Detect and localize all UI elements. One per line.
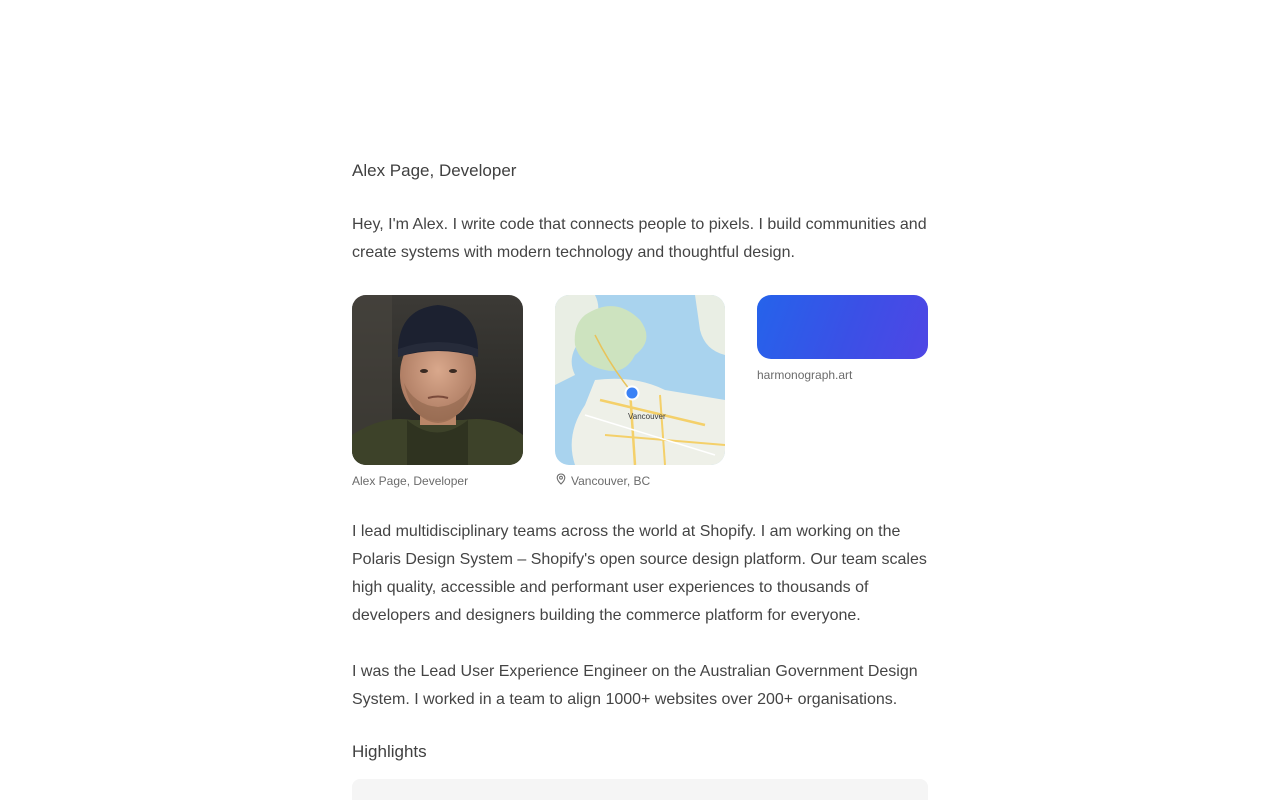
photo-caption: Alex Page, Developer [352,474,469,488]
cards-row [352,295,928,495]
bio-paragraph: I lead multidisciplinary teams across the world at Shopify. I am working on the Polaris Design System – Shopify's open source design platform. Our team scales high quality, accessible and performant user experiences to thousands of developers and designers building the commerce platform for everyone. [352,523,927,624]
project-card[interactable] [757,295,928,383]
highlights-list [352,779,928,800]
location-caption: Vancouver, BC [555,473,725,489]
intro-text: Hey, I'm Alex. I write code that connects people to pixels. I build communities and create systems with modern technology and thoughtful design. [352,216,927,261]
project-caption [757,367,928,383]
project-link[interactable]: harmonograph.art [757,368,853,382]
highlights-heading: Highlights [352,742,427,761]
page-title: Alex Page, Developer [352,161,517,180]
bio-paragraph: I was the Lead User Experience Engineer on the Australian Government Design System. I worked in a team to align 1000+ websites over 200+ organisations. [352,663,918,708]
location-card[interactable] [555,295,725,489]
location-pin-icon [555,473,567,489]
photo-card[interactable] [352,295,523,489]
map-city-label: Vancouver [628,412,666,421]
location-map [555,295,725,465]
project-thumbnail[interactable] [757,295,928,359]
profile-photo [352,295,523,465]
